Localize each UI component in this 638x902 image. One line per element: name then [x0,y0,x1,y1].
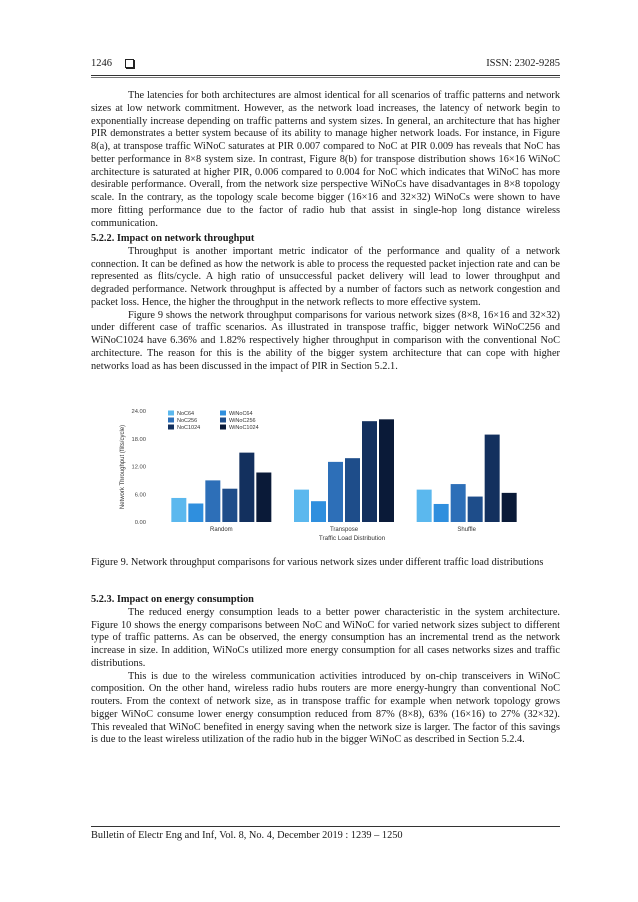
bar-noc256-random [205,480,220,522]
bar-winoc1024-shuffle [502,493,517,522]
bar-winoc1024-transpose [379,419,394,522]
y-axis-label: Network Throughput (flits/cycle) [120,424,126,510]
bar-noc256-transpose [328,462,343,522]
section-heading: 5.2.3. Impact on energy consumption [91,594,254,605]
y-tick-label: 24.00 [131,409,146,415]
throughput-chart [108,405,538,545]
legend-swatch [220,425,226,430]
page-number: 1246 [91,58,112,69]
bar-noc64-transpose [294,490,309,522]
x-axis [210,527,477,533]
bar-noc64-shuffle [417,490,432,522]
legend-label: WiNoC256 [229,418,256,424]
header-rule-thin [91,77,560,78]
bar-winoc64-shuffle [434,504,449,522]
y-tick-label: 6.00 [134,492,146,499]
issn: ISSN: 2302-9285 [486,58,560,69]
paragraph: This is due to the wireless communication activities introduced by on-chip transceivers in WiNoC composition. On the other hand, wireless radio hubs routers are more energy-hungry than conventional NoC routers. From the context of network size, as in transpose traffic for example when network topology grows bigger WiNoC consume lower energy consumption reduced from 87% (8×8), 63% (16×16) to 27% (32×32). This revealed that WiNoC benefited in energy saving when the network size is larger. The factor of this savings is due to the least wireless utilization of the radio hub in the bigger WiNoC as described in Section 5.2.4. [91,670,560,746]
legend-label: WiNoC64 [229,411,253,417]
y-tick-label: 18.00 [131,436,146,443]
legend-swatch [168,411,174,416]
bars [171,419,516,522]
y-tick-label: 12.00 [131,464,146,471]
bar-noc1024-transpose [362,421,377,522]
bar-noc64-random [171,498,186,522]
bar-winoc1024-random [256,473,271,522]
x-axis-label: Traffic Load Distribution [318,535,386,542]
bar-noc1024-shuffle [485,435,500,522]
y-axis [131,409,146,526]
bar-winoc256-shuffle [468,497,483,522]
header-rule [91,75,560,76]
legend-label: NoC1024 [177,425,201,431]
intro-block [91,90,560,230]
footer-rule [91,826,560,827]
x-tick-label: Shuffle [457,527,476,533]
legend-swatch [168,418,174,423]
square-icon [125,59,134,68]
legend-label: WiNoC1024 [229,425,259,431]
legend-swatch [220,411,226,416]
bar-noc1024-random [239,453,254,522]
figure-caption: Figure 9. Network throughput comparisons for various network sizes under different traffic load distributions [91,557,544,568]
bar-winoc64-transpose [311,501,326,522]
legend-swatch [220,418,226,423]
section-523 [91,594,560,747]
bar-winoc64-random [188,504,203,523]
section-522 [91,233,560,373]
x-tick-label: Transpose [329,527,359,533]
paragraph: Figure 9 shows the network throughput comparisons for various network sizes (8×8, 16×16 and 32×32) under different case of traffic scenarios. As illustrated in transpose traffic, bigger network WiNoC256 and WiNoC1024 have 6.36% and 1.82% respectively higher throughput in comparison with the conventional NoC architecture. The reason for this is the ability of the bigger system architecture that can cope with higher networks load as has been discussed in the impact of PIR in Section 5.2.1. [91,309,560,372]
legend-label: NoC256 [177,418,198,424]
x-tick-label: Random [209,527,233,533]
bar-winoc256-transpose [345,458,360,522]
paragraph: Throughput is another important metric indicator of the performance and quality of a network connection. It can be defined as how the network is able to process the requested packet injection rate and can be represented as flits/cycle. A high ratio of unsuccessful packet delivery will lead to lower throughput and degraded performance. Network throughput is affected by a number of factors such as network congestion and packet loss. Hence, the higher the throughput in the network reflects to more effective system. [91,245,560,308]
bar-noc256-shuffle [451,484,466,522]
page-footer: Bulletin of Electr Eng and Inf, Vol. 8, No. 4, December 2019 : 1239 – 1250 [91,830,403,841]
chart-legend [168,411,259,432]
legend-swatch [168,425,174,430]
y-tick-label: 0.00 [134,520,146,526]
section-heading: 5.2.2. Impact on network throughput [91,233,255,244]
bar-winoc256-random [222,489,237,522]
legend-label: NoC64 [177,411,195,417]
paragraph: The reduced energy consumption leads to a better power characteristic in the system architecture. Figure 10 shows the energy comparisons between NoC and WiNoC for varied network sizes subject to different type of traffic patterns. As can be observed, the energy consumption has an incremental trend as the network increase in size. In addition, WiNoCs utilized more energy consumption for all cases networks sizes and traffic distributions. [91,606,560,669]
intro-paragraph: The latencies for both architectures are almost identical for all scenarios of traffic patterns and network sizes at low network commitment. However, as the network load increases, the latency of network begin to exponentially increase depending on traffic patterns and system sizes. In general, an architecture that has higher PIR demonstrates a better system because of its ability to manage higher network loads. For instance, in Figure 8(a), at transpose traffic WiNoC saturates at PIR 0.007 compared to NoC at PIR 0.009 has reveals that NoC has better performance in 8×8 system size. In contrast, Figure 8(b) for transpose distribution shows 16×16 WiNoC architecture is saturated at higher PIR, 0.006 compared to 0.004 for NoC which indicates that WiNoC has more desirable performance. Overall, from the network size perspective WiNoCs have disadvantages in 8×8 topology scale. In the contrary, as the topology scale become bigger (16×16 and 32×32) WiNoCs were shown to have more fitting performance due to the factor of radio hub that assist in single-hop long distance wireless communication. [91,90,560,229]
